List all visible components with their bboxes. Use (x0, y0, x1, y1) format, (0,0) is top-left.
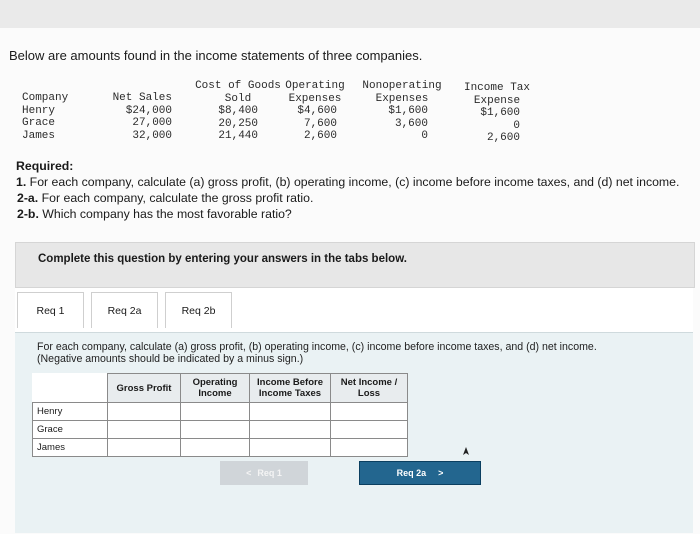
cell-net-sales: 27,000 (132, 117, 172, 129)
operating-income-henry-input[interactable] (181, 404, 249, 419)
intro-text: Below are amounts found in the income statements of three companies. (9, 48, 423, 63)
col-gross-profit (108, 374, 181, 403)
instructions-line-2: (Negative amounts should be indicated by a minus sign.) (37, 353, 304, 365)
next-button[interactable] (359, 461, 481, 485)
chevron-right-icon: > (438, 468, 444, 478)
cell-opex: 7,600 (303, 117, 337, 130)
question-panel (15, 332, 693, 533)
input-cell[interactable] (108, 421, 181, 439)
gross-profit-henry-input[interactable] (108, 404, 180, 419)
answer-header-row (33, 374, 408, 403)
input-cell[interactable] (108, 439, 181, 457)
col-label: Income Taxes (258, 388, 322, 399)
row-label-grace: Grace (33, 421, 108, 439)
required-item-1: For each company, calculate (a) gross profit, (b) operating income, (c) income before income taxes, and (d) net income. (26, 175, 680, 189)
cell-cogs: 21,440 (218, 130, 258, 142)
header-nonop: Nonoperating (362, 80, 442, 92)
net-income-henry-input[interactable] (331, 404, 407, 419)
header-cogs: Cost of Goods (195, 80, 281, 92)
input-cell[interactable] (181, 403, 250, 421)
top-strip (0, 0, 700, 28)
tab-bar (15, 288, 693, 332)
row-company: Henry (22, 104, 56, 117)
cell-net-sales: 32,000 (132, 129, 172, 142)
header-net-sales: Net Sales (112, 92, 172, 104)
cell-nonop: 0 (421, 130, 428, 142)
cell-tax: 2,600 (486, 132, 520, 144)
cell-cogs: $8,400 (218, 105, 258, 117)
col-net-income (331, 374, 408, 403)
cell-nonop: 3,600 (394, 117, 428, 130)
col-label: Income Before (257, 377, 323, 388)
input-cell[interactable] (181, 439, 250, 457)
cell-nonop: $1,600 (388, 105, 428, 117)
income-before-taxes-james-input[interactable] (250, 440, 330, 455)
input-cell[interactable] (108, 403, 181, 421)
col-income-before-taxes (250, 374, 331, 403)
header-opex: Expenses (288, 92, 342, 105)
input-cell[interactable] (181, 421, 250, 439)
item-number: 1. (16, 175, 27, 189)
chevron-left-icon: < (246, 468, 252, 478)
item-number: 2-a. (17, 191, 39, 205)
complete-banner (15, 242, 695, 288)
tab-req-2b[interactable]: Req 2b (165, 292, 232, 328)
table-row (33, 421, 408, 439)
net-income-james-input[interactable] (331, 440, 407, 455)
row-label-henry: Henry (33, 403, 108, 421)
required-item-2b: Which company has the most favorable ratio? (38, 207, 292, 221)
cell-tax: $1,600 (480, 107, 520, 119)
input-cell[interactable] (250, 439, 331, 457)
income-before-taxes-grace-input[interactable] (250, 422, 330, 437)
input-cell[interactable] (331, 421, 408, 439)
prev-button-label: Req 1 (257, 468, 282, 478)
col-gross-profit-label: Gross Profit (116, 382, 172, 394)
header-nonop: Expenses (375, 92, 429, 105)
header-tax: Income Tax (463, 82, 530, 94)
required-section (16, 158, 679, 222)
tab-req-2a[interactable]: Req 2a (91, 292, 158, 328)
col-label: Loss (357, 388, 381, 399)
header-opex: Operating (285, 80, 345, 92)
prev-button[interactable] (220, 461, 308, 485)
complete-banner-text: Complete this question by entering your answers in the tabs below. (38, 253, 407, 265)
cursor-icon (461, 446, 471, 456)
row-company: Grace (22, 117, 56, 129)
operating-income-grace-input[interactable] (181, 422, 249, 437)
operating-income-james-input[interactable] (181, 440, 249, 455)
input-cell[interactable] (331, 403, 408, 421)
row-company: James (22, 129, 56, 142)
cell-cogs: 20,250 (218, 117, 258, 130)
gross-profit-grace-input[interactable] (108, 422, 180, 437)
col-label: Income (198, 388, 232, 399)
header-tax: Expense (473, 94, 521, 107)
next-button-label: Req 2a (396, 468, 427, 478)
col-label: Operating (192, 377, 238, 388)
header-company: Company (22, 92, 69, 104)
tab-req-1[interactable]: Req 1 (17, 292, 84, 328)
col-label: Net Income / (340, 377, 398, 388)
cell-tax: 0 (513, 119, 520, 132)
cell-opex: $4,600 (297, 105, 337, 117)
answer-table (32, 373, 408, 457)
table-row (33, 403, 408, 421)
required-item-2a: For each company, calculate the gross profit ratio. (38, 191, 314, 205)
row-label-james: James (33, 439, 108, 457)
net-income-grace-input[interactable] (331, 422, 407, 437)
item-number: 2-b. (17, 207, 39, 221)
col-operating-income (181, 374, 250, 403)
input-cell[interactable] (331, 439, 408, 457)
gross-profit-james-input[interactable] (108, 440, 180, 455)
instructions-line-1: For each company, calculate (a) gross profit, (b) operating income, (c) income before income taxes, and (d) net income. (37, 341, 597, 353)
input-cell[interactable] (250, 403, 331, 421)
header-cogs: Sold (224, 92, 252, 105)
input-cell[interactable] (250, 421, 331, 439)
required-heading: Required: (16, 159, 74, 173)
corner-cell (33, 374, 108, 403)
table-row (33, 439, 408, 457)
cell-opex: 2,600 (303, 130, 337, 142)
instructions (37, 341, 597, 365)
income-before-taxes-henry-input[interactable] (250, 404, 330, 419)
cell-net-sales: $24,000 (125, 104, 172, 117)
